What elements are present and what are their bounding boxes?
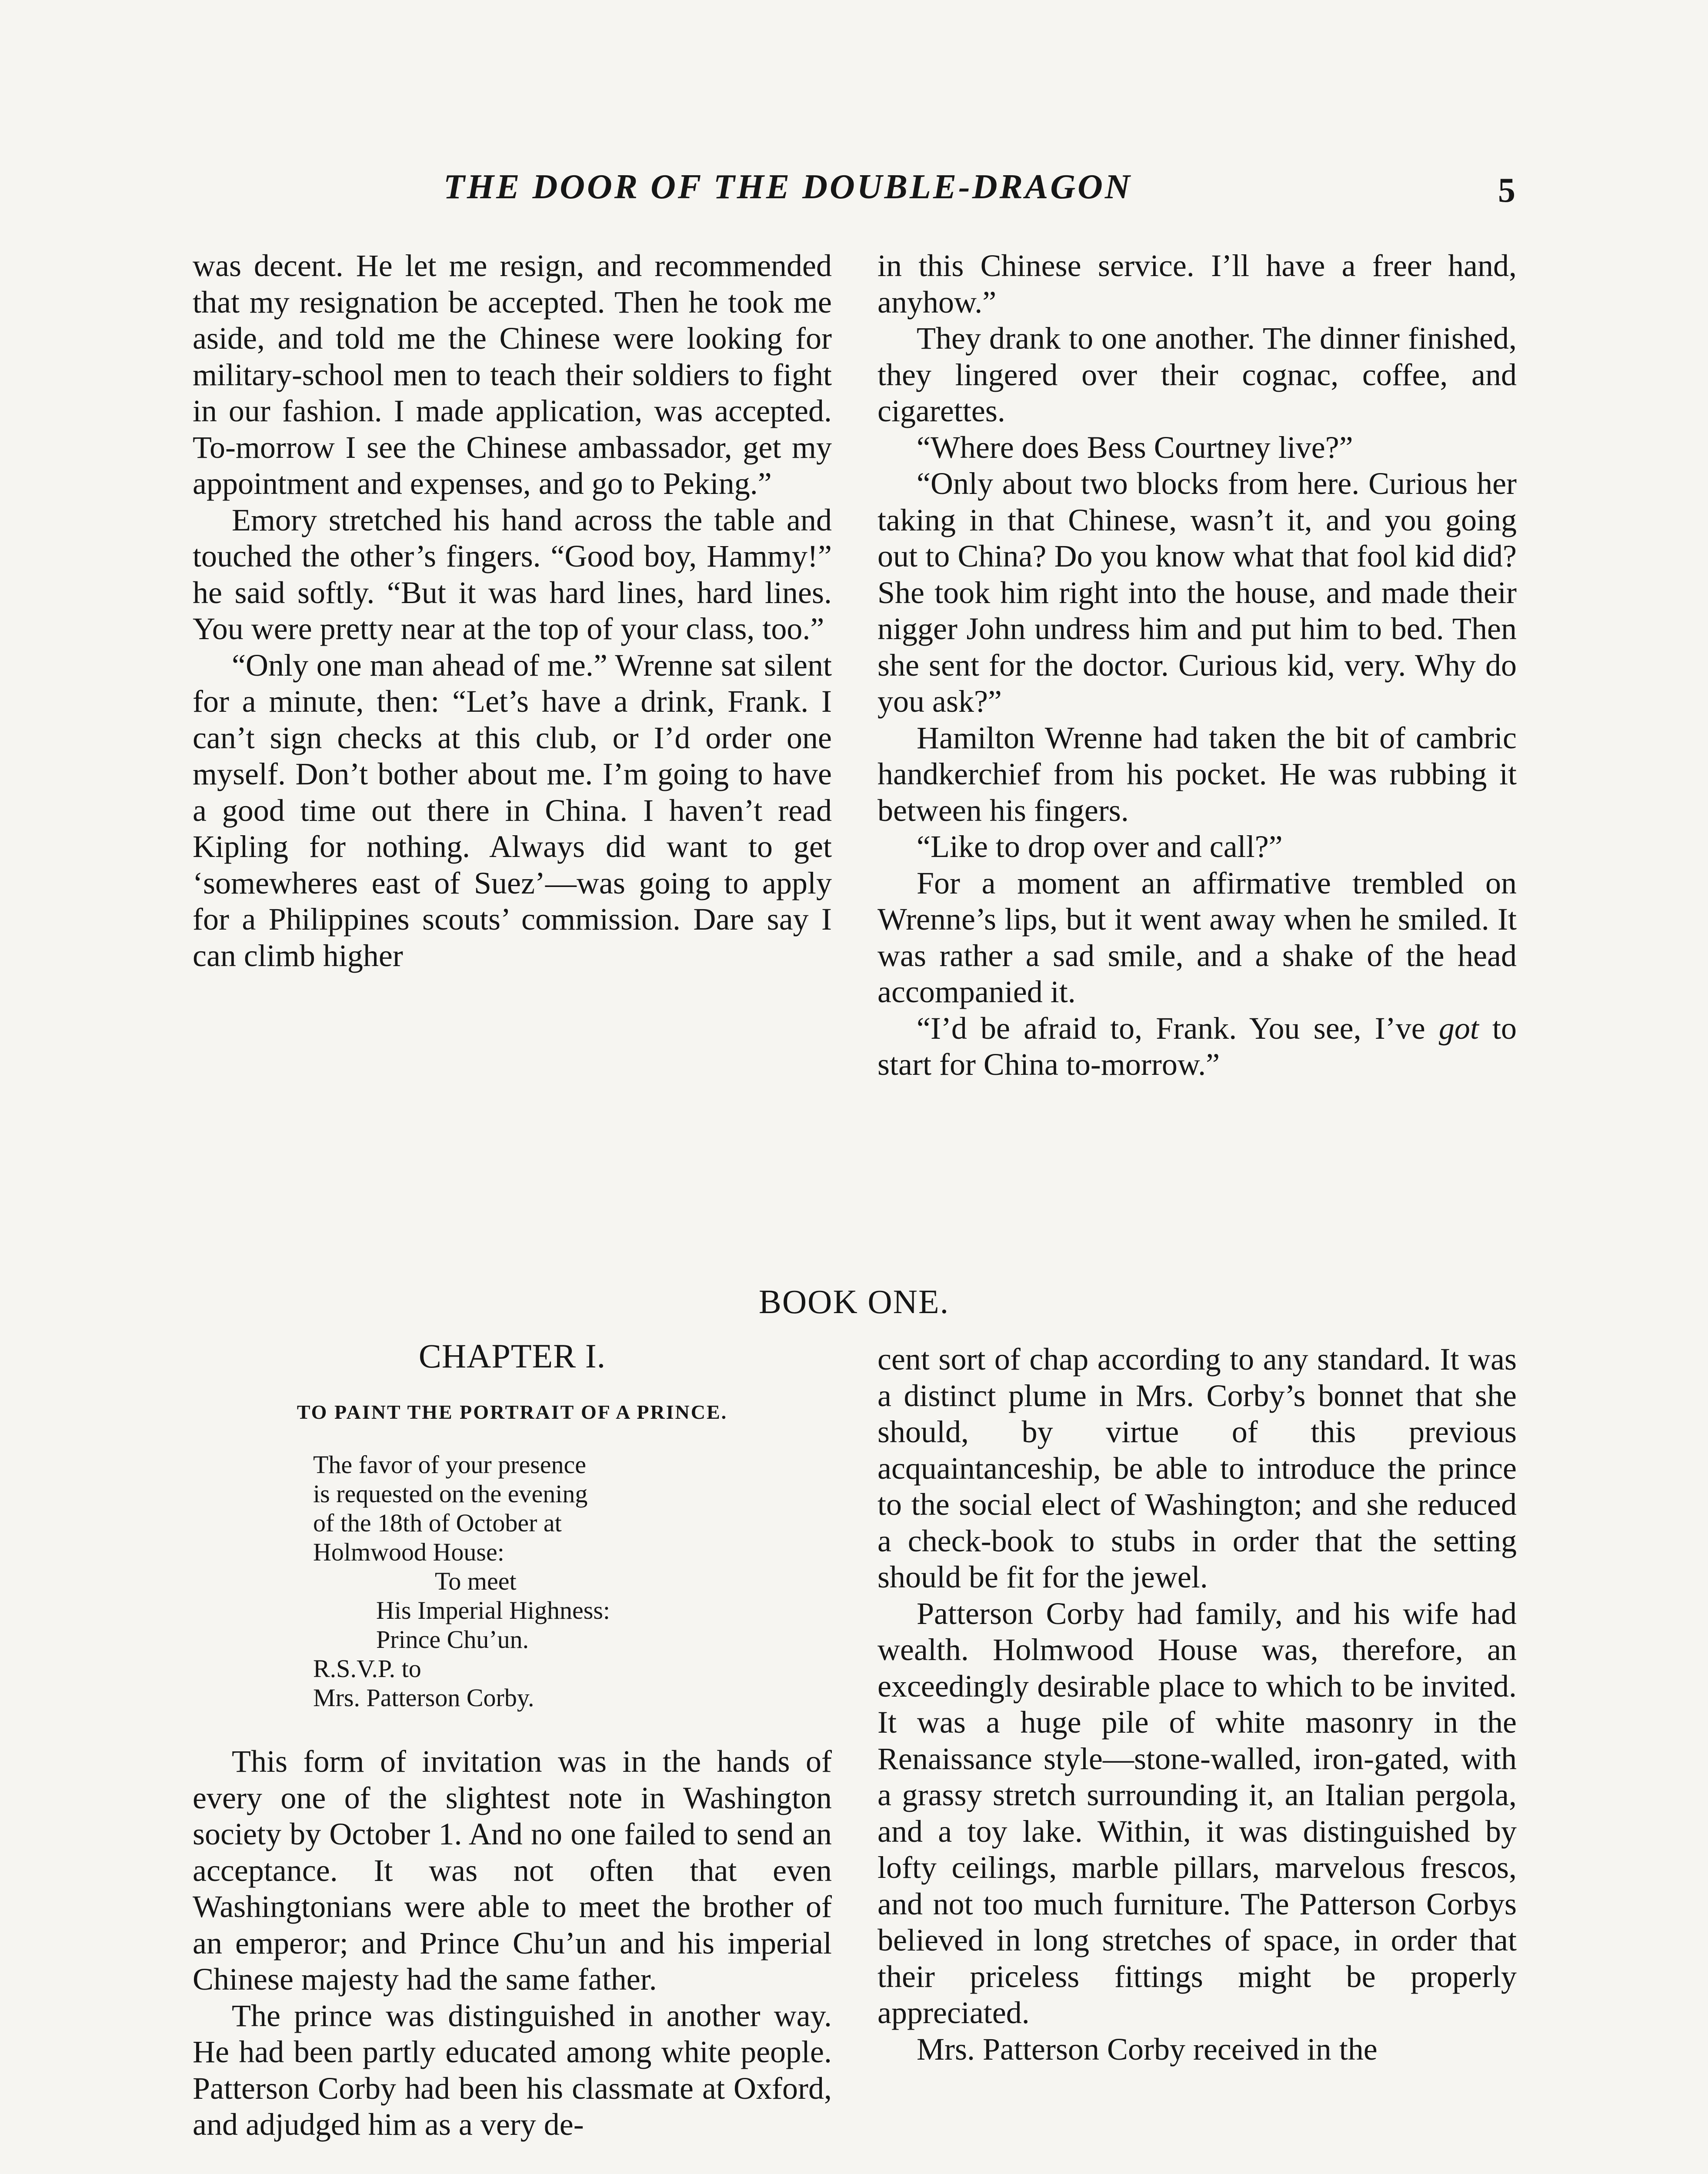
chapter-subtitle: TO PAINT THE PORTRAIT OF A PRINCE. (297, 1401, 728, 1423)
paragraph: They drank to one another. The dinner finished, they lingered over their cognac, coffee, and cigarettes. (877, 321, 1517, 428)
paragraph: For a moment an affirmative trembled on Wrenne’s lips, but it went away when he smiled. It was rather a sad smile, and a shake of the head accompanied it. (877, 865, 1517, 1009)
chapter-heading: CHAPTER I. (418, 1337, 606, 1375)
invitation-line: of the 18th of October at (313, 1509, 562, 1537)
running-head: THE DOOR OF THE DOUBLE-DRAGON (444, 168, 1132, 206)
paragraph (877, 1010, 1517, 1083)
invitation-line: is requested on the evening (313, 1480, 588, 1508)
invitation-card (313, 1450, 610, 1712)
paragraph: The prince was distinguished in another way. He had been partly educated among white people. Patterson Corby had been his classmate at Oxford, and adjudged him as a very de- (193, 1998, 832, 2142)
paragraph: Mrs. Patterson Corby received in the (917, 2031, 1378, 2067)
paragraph: in this Chinese service. I’ll have a freer hand, anyhow.” (877, 248, 1517, 320)
invitation-line: R.S.V.P. to (313, 1654, 421, 1683)
text-column-top-right (877, 248, 1517, 1083)
paragraph-text: to start for China to-morrow.” (877, 1010, 1517, 1082)
paragraph: “Where does Bess Courtney live?” (917, 430, 1353, 465)
invitation-line: His Imperial Highness: (376, 1596, 610, 1624)
text-column-bottom-right (877, 1341, 1517, 2067)
invitation-line: To meet (435, 1567, 517, 1595)
text-column-bottom-left (193, 1744, 832, 2143)
paragraph: cent sort of chap according to any standard. It was a distinct plume in Mrs. Corby’s bonnet that she should, by virtue of this previous acquaintanceship, be able to introduce the prince to the social elect of Washington; and she reduced a check-book to stubs in order that the setting should be fit for the jewel. (877, 1342, 1517, 1594)
invitation-line: Prince Chu’un. (376, 1625, 529, 1654)
invitation-line: Holmwood House: (313, 1538, 504, 1566)
page-number: 5 (1498, 171, 1515, 210)
paragraph: Hamilton Wrenne had taken the bit of cambric handkerchief from his pocket. He was rubbing it between his fingers. (877, 720, 1517, 828)
paragraph: “Like to drop over and call?” (917, 829, 1283, 864)
invitation-line: The favor of your presence (313, 1450, 587, 1479)
invitation-line: Mrs. Patterson Corby. (313, 1684, 534, 1712)
paragraph: was decent. He let me resign, and recommended that my resignation be accepted. Then he took me aside, and told me the Chinese were looking for military-school men to teach their soldiers to fight in our fashion. I made application, was accepted. To-morrow I see the Chinese ambassador, get my appointment and expenses, and go to Peking.” (193, 248, 832, 501)
text-column-top-left (193, 248, 832, 974)
paragraph: Patterson Corby had family, and his wife had wealth. Holmwood House was, therefore, an exceedingly desirable place to which to be invited. It was a huge pile of white masonry in the Renaissance style—stone-walled, iron-gated, with a grassy stretch surrounding it, an Italian pergola, and a toy lake. Within, it was distinguished by lofty ceilings, marble pillars, marvelous frescos, and not too much furniture. The Patterson Corbys believed in long stretches of space, in order that their priceless fittings might be properly appreciated. (877, 1596, 1517, 2030)
paragraph: “Only one man ahead of me.” Wrenne sat silent for a minute, then: “Let’s have a drink, Frank. I can’t sign checks at this club, or I’d order one myself. Don’t bother about me. I’m going to have a good time out there in China. I haven’t read Kipling for nothing. Always did want to get ‘somewheres east of Suez’—was going to apply for a Philippines scouts’ commission. Dare say I can climb higher (193, 647, 832, 973)
paragraph-text: “I’d be afraid to, Frank. You see, I’ve (917, 1010, 1439, 1046)
emphasized-word: got (1438, 1010, 1479, 1046)
book-heading: BOOK ONE. (758, 1283, 950, 1320)
paragraph: Emory stretched his hand across the table and touched the other’s fingers. “Good boy, Hammy!” he said softly. “But it was hard lines, hard lines. You were pretty near at the top of your class, too.” (193, 502, 832, 646)
paragraph: This form of invitation was in the hands of every one of the slightest note in Washington society by October 1. And no one failed to send an acceptance. It was not often that even Washingtonians were able to meet the brother of an emperor; and Prince Chu’un and his imperial Chinese majesty had the same father. (193, 1744, 832, 1997)
paragraph: “Only about two blocks from here. Curious her taking in that Chinese, wasn’t it, and you going out to China? Do you know what that fool kid did? She took him right into the house, and made their nigger John undress him and put him to bed. Then she sent for the doctor. Curious kid, very. Why do you ask?” (877, 466, 1517, 719)
